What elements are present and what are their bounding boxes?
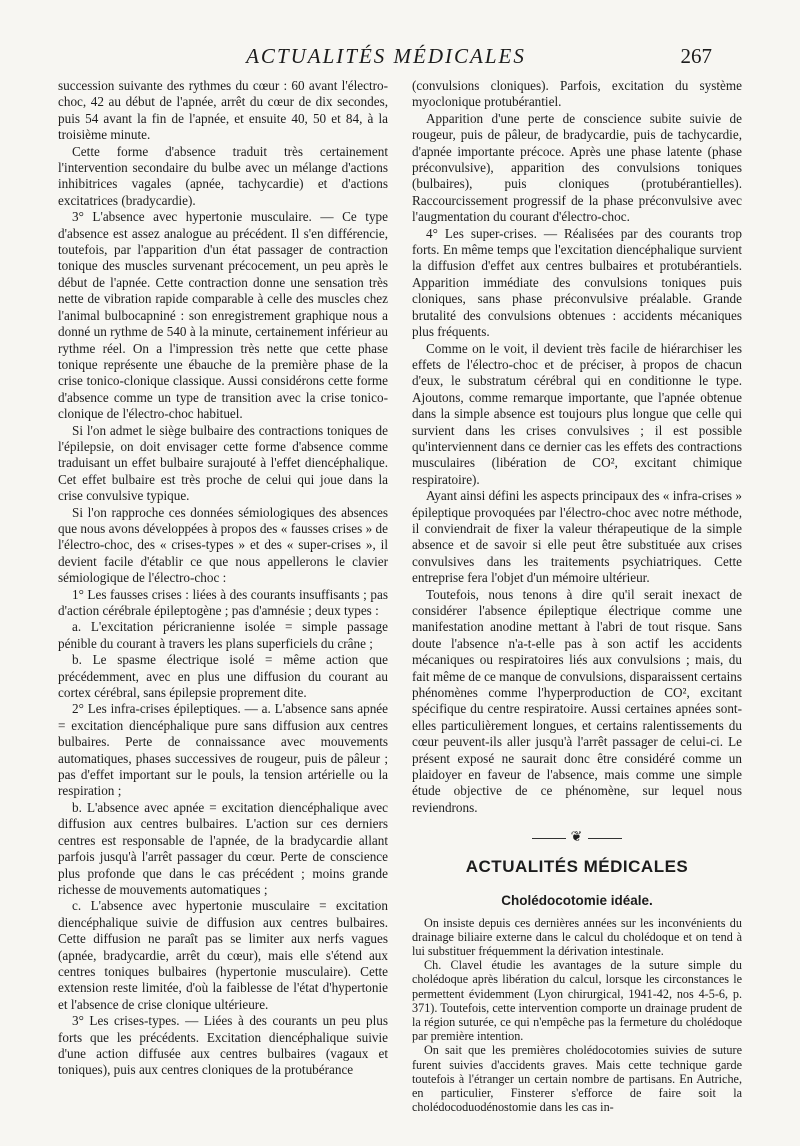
section-divider-ornament: ❦ (412, 830, 742, 846)
article-title: Cholédocotomie idéale. (501, 893, 653, 909)
page-number: 267 (680, 44, 712, 68)
paragraph: Si l'on rapproche ces données sémiologiques des absences que nous avons développées à propos des « fausses crises » de l'électro-choc, des « crises-types » et des « super-crises », il devient facile d'établir ce que nous appellerons le clavier sémiologique de l'électro-choc : (58, 504, 388, 586)
running-title: ACTUALITÉS MÉDICALES (246, 44, 526, 68)
paragraph: Ch. Clavel étudie les avantages de la suture simple du cholédoque après libération du calcul, lorsque les circonstances le permettent évidemment (Lyon chirurgical, 1941-42, nos 4-5-6, p. 371). Toutefois, cette intervention comporte un drainage prudent de la région suturée, ce qui n'empêche pas la fermeture du cholédoque par première intention. (412, 958, 742, 1044)
paragraph: 2° Les infra-crises épileptiques. — a. L'absence sans apnée = excitation diencéphalique pure sans diffusion aux centres bulbaires. Perte de connaissance avec mouvements automatiques, phases successives de rougeur, puis de pâleur ; pas d'effet important sur le pouls, la tension artérielle ou la respiration ; (58, 701, 388, 799)
paragraph: b. L'absence avec apnée = excitation diencéphalique avec diffusion aux centres bulbaires. L'action sur ces derniers centres est responsable de l'apnée, de la bradycardie allant parfois jusqu'à l'arrêt passager du cœur. Perte de conscience plus profonde que dans le cas précédent ; moins grande richesse de mouvements automatiques ; (58, 799, 388, 897)
paragraph: 1° Les fausses crises : liées à des courants insuffisants ; pas d'action cérébrale épileptogène ; pas d'amnésie ; deux types : (58, 586, 388, 618)
paragraph: succession suivante des rythmes du cœur : 60 avant l'électro-choc, 42 au début de l'apnée, arrêt du cœur de dix secondes, puis 54 avant la fin de l'apnée, et ensuite 40, 50 et 84, à la troisième minute. (58, 78, 388, 143)
paragraph: Toutefois, nous tenons à dire qu'il serait inexact de considérer l'absence épileptique électrique comme une manifestation anodine mettant à l'abri de tout risque. Sans doute l'absence n'a-t-elle pas à son actif les accidents mécaniques ou respiratoires liés aux convulsions ; mais, du fait même de ce manque de convulsions, disparaissent certains phénomènes comme l'hyperproduction de CO², excitant spécifique du centre respiratoire. Aussi certaines apnées sont-elles particulièrement longues, et certains ralentissements du cœur peuvent-ils aller jusqu'à l'arrêt passager de celui-ci. Le présent exposé ne saurait donc être considéré comme un plaidoyer en faveur de l'absence, mais comme une simple étude objective de ce phénomène, sur lequel nous reviendrons. (412, 586, 742, 815)
paragraph: Apparition d'une perte de conscience subite suivie de rougeur, puis de pâleur, de bradycardie, puis de tachycardie, d'apnée importante précoce. Après une phase latente (phase préconvulsive), apparition des convulsions toniques (bulbaires), puis cloniques (protubérantielles). Raccourcissement progressif de la phase préconvulsive avec l'augmentation du courant d'électro-choc. (412, 110, 742, 225)
section-title: ACTUALITÉS MÉDICALES (465, 856, 689, 876)
paragraph: Comme on le voit, il devient très facile de hiérarchiser les effets de l'électro-choc et de préciser, à propos de chacun d'eux, le substratum cérébral qui en conditionne le type. Ajoutons, comme remarque importante, que l'apnée obtenue dans la simple absence est toujours plus longue que celle qui survient dans les crises convulsives ; il est possible qu'interviennent dans ce dernier cas les effets des contractions musculaires (libération de CO², excitant chimique respiratoire). (412, 340, 742, 487)
page-header (60, 40, 712, 72)
paragraph-hypertonie: 3° L'absence avec hypertonie musculaire. — Ce type d'absence est assez analogue au précédent. Il s'en différencie, toutefois, par l'apparition d'un état passager de contraction tonique des muscles survenant précocement, un peu après le début de l'apnée. Cette contraction donne une sensation très nette de vibration rapide comparable à celle des muscles chez l'animal bulbocapniné : son enregistrement graphique nous a donné un rythme de 540 à la minute, certainement inférieur au rythme réel. On a l'impression très nette que cette phase tonique représente une ébauche de la première phase de la crise tonico-clonique classique. Aussi considérons cette forme d'absence comme un type de transition avec la crise tonico-clonique de l'électro-choc habituel. (58, 209, 388, 422)
paragraph: (convulsions cloniques). Parfois, excitation du système myoclonique protubérantiel. (412, 78, 742, 110)
paragraph: Ayant ainsi défini les aspects principaux des « infra-crises » épileptique provoquées par l'électro-choc avec notre méthode, il conviendrait de fixer la valeur thérapeutique de la simple absence et de savoir si elle peut être substituée aux crises convulsives dans les traitements psychiatriques. Cette entreprise fera l'objet d'un mémoire ultérieur. (412, 488, 742, 586)
paragraph: a. L'excitation péricranienne isolée = simple passage pénible du courant à travers les plans superficiels du crâne ; (58, 619, 388, 651)
article-body (412, 916, 742, 1115)
paragraph: Si l'on admet le siège bulbaire des contractions toniques de l'épilepsie, on doit envisager cette forme d'absence comme traduisant un effet bulbaire surajouté à l'effet diencéphalique. Cet effet bulbaire est très proche de celui qui joue dans la crise convulsive typique. (58, 422, 388, 504)
paragraph: On sait que les premières cholédocotomies suivies de suture furent suivies d'accidents graves. Mais cette technique garde toutefois à l'étranger un certain nombre de partisans. En Autriche, en particulier, Finsterer s'efforce de faire soit la cholédocoduodénostomie dans les cas in- (412, 1043, 742, 1115)
paragraph: 4° Les super-crises. — Réalisées par des courants trop forts. En même temps que l'excitation diencéphalique survient la diffusion d'effet aux centres bulbaires et protubérantiels. Apparition immédiate des convulsions toniques puis cloniques, sans phase préconvulsive préalable. Grande brutalité des convulsions obtenues : accidents mécaniques plus fréquents. (412, 225, 742, 340)
left-column (58, 78, 388, 1079)
paragraph: b. Le spasme électrique isolé = même action que précédemment, avec en plus une diffusion du courant au cortex cérébral, sans épilepsie proprement dite. (58, 652, 388, 701)
right-column (412, 78, 742, 1114)
paragraph: 3° Les crises-types. — Liées à des courants un peu plus forts que les précédents. Excitation diencéphalique suivie d'une action diffusée aux centres bulbaires (vagaux et toniques), puis aux centres cloniques de la protubérance (58, 1013, 388, 1078)
paragraph: Cette forme d'absence traduit très certainement l'intervention secondaire du bulbe avec un mélange d'actions inhibitrices vagales (apnée, tachycardie) et d'actions excitatrices (bradycardie). (58, 143, 388, 208)
paragraph: On insiste depuis ces dernières années sur les inconvénients du drainage biliaire externe dans le calcul du cholédoque et on tend à lui substituer fréquemment la dérivation intestinale. (412, 915, 742, 958)
paragraph: c. L'absence avec hypertonie musculaire = excitation diencéphalique suivie de diffusion aux centres bulbaires. Cette diffusion ne paraît pas se limiter aux nerfs vagues (apnée, bradycardie, arrêt du cœur), mais elle s'étend aux centres toniques bulbaires (hypertonie musculaire). Cette extension reste limitée, d'où la faiblesse de l'état d'hypertonie et l'absence de crise clonique ultérieure. (58, 898, 388, 1012)
